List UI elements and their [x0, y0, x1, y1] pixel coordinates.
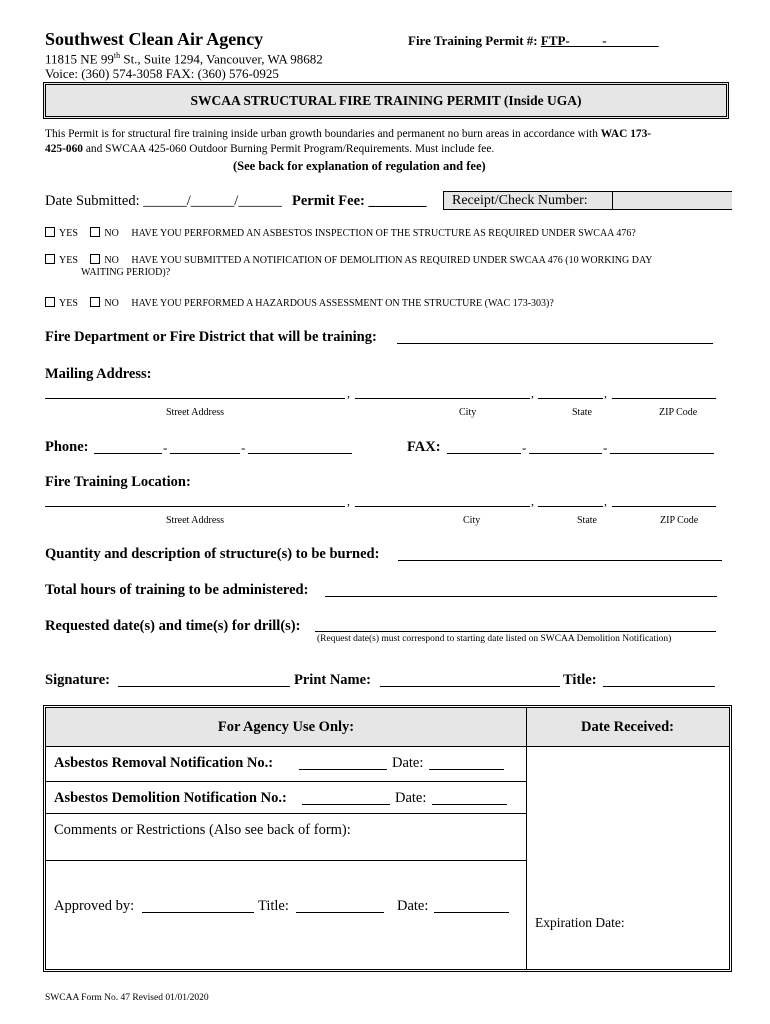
no-checkbox[interactable] [90, 254, 100, 264]
print-name-label: Print Name: [294, 672, 371, 688]
fax-line-input[interactable] [610, 453, 714, 454]
asbestos-demolition-date-input[interactable] [432, 804, 507, 805]
quantity-input[interactable] [398, 560, 722, 561]
mailing-address-label: Mailing Address: [45, 366, 152, 382]
mailing-state-caption: State [572, 407, 592, 418]
question-text: HAVE YOU SUBMITTED A NOTIFICATION OF DEMOLITION AS REQUIRED UNDER SWCAA 476 (10 WORKING DAY [131, 255, 653, 266]
yes-checkbox[interactable] [45, 254, 55, 264]
phone-area-input[interactable] [94, 453, 162, 454]
mailing-zip-input[interactable] [612, 398, 716, 399]
asbestos-demolition-input[interactable] [302, 804, 390, 805]
intro-line-1: This Permit is for structural fire training inside urban growth boundaries and permanent no burn areas in accordance with WAC 173- [45, 128, 652, 140]
receipt-box [443, 191, 732, 210]
location-state-input[interactable] [538, 506, 603, 507]
no-checkbox[interactable] [90, 227, 100, 237]
location-street-input[interactable] [45, 506, 345, 507]
expiration-date-label: Expiration Date: [535, 915, 625, 930]
approved-date-input[interactable] [434, 912, 509, 913]
phone-line-input[interactable] [248, 453, 352, 454]
quantity-label: Quantity and description of structure(s) to be burned: [45, 546, 380, 562]
title-box [43, 82, 729, 119]
title-label: Title: [563, 672, 597, 688]
phone-prefix-input[interactable] [170, 453, 240, 454]
yes-checkbox[interactable] [45, 297, 55, 307]
agency-address [45, 51, 323, 67]
form-title: SWCAA STRUCTURAL FIRE TRAINING PERMIT (Inside UGA) [190, 93, 582, 108]
comments-label: Comments or Restrictions (Also see back of form): [54, 822, 351, 838]
requested-dates-input[interactable] [315, 631, 716, 632]
fire-department-input[interactable] [397, 343, 713, 344]
approved-date-label: Date: [397, 898, 429, 914]
date-received-input[interactable] [527, 747, 729, 897]
hours-label: Total hours of training to be administered: [45, 582, 309, 598]
question-text: HAVE YOU PERFORMED AN ASBESTOS INSPECTION OF THE STRUCTURE AS REQUIRED UNDER SWCAA 476? [131, 228, 636, 239]
mailing-city-caption: City [459, 407, 477, 418]
asbestos-removal-label: Asbestos Removal Notification No.: [54, 755, 274, 771]
question-hazardous-assessment: YES NO HAVE YOU PERFORMED A HAZARDOUS ASSESSMENT ON THE STRUCTURE (WAC 173-303)? [45, 297, 554, 309]
training-location-label: Fire Training Location: [45, 474, 191, 490]
location-zip-caption: ZIP Code [660, 515, 699, 526]
phone-label: Phone: [45, 439, 89, 455]
hours-input[interactable] [325, 596, 717, 597]
mailing-street-input[interactable] [45, 398, 345, 399]
question-text: HAVE YOU PERFORMED A HAZARDOUS ASSESSMENT ON THE STRUCTURE (WAC 173-303)? [131, 298, 554, 309]
address-post: St., Suite 1294, Vancouver, WA 98682 [120, 51, 323, 67]
question-demolition-notification-cont: WAITING PERIOD)? [81, 267, 171, 278]
intro-line-2: 425-060 and SWCAA 425-060 Outdoor Burning Permit Program/Requirements. Must include fee. [45, 143, 495, 155]
signature-label: Signature: [45, 672, 110, 688]
permit-number [408, 33, 659, 49]
fax-prefix-input[interactable] [529, 453, 602, 454]
fire-department-label: Fire Department or Fire District that will be training: [45, 329, 377, 345]
fax-area-input[interactable] [447, 453, 521, 454]
question-asbestos-inspection: YES NO HAVE YOU PERFORMED AN ASBESTOS INSPECTION OF THE STRUCTURE AS REQUIRED UNDER SWCAA 476? [45, 227, 636, 239]
approved-title-input[interactable] [296, 912, 384, 913]
receipt-number-input[interactable] [612, 192, 732, 209]
location-city-input[interactable] [355, 506, 530, 507]
no-checkbox[interactable] [90, 297, 100, 307]
address-pre: 11815 NE 99 [45, 51, 114, 67]
agency-use-header: For Agency Use Only: [217, 719, 355, 735]
signature-input[interactable] [118, 686, 290, 687]
mailing-city-input[interactable] [355, 398, 530, 399]
asbestos-demolition-date-label: Date: [395, 790, 427, 806]
print-name-input[interactable] [380, 686, 560, 687]
agency-contact: Voice: (360) 574-3058 FAX: (360) 576-0925 [45, 66, 279, 81]
location-state-caption: State [577, 515, 597, 526]
mailing-zip-caption: ZIP Code [659, 407, 698, 418]
fax-label: FAX: [407, 439, 441, 455]
mailing-street-caption: Street Address [166, 407, 225, 418]
address-sup: th [113, 51, 121, 60]
agency-name: Southwest Clean Air Agency [45, 29, 264, 49]
asbestos-removal-date-label: Date: [392, 755, 424, 771]
title-input[interactable] [603, 686, 715, 687]
receipt-label: Receipt/Check Number: [452, 193, 588, 208]
mailing-state-input[interactable] [538, 398, 603, 399]
question-demolition-notification: YES NO HAVE YOU SUBMITTED A NOTIFICATION OF DEMOLITION AS REQUIRED UNDER SWCAA 476 (10 WORKING DAY [45, 254, 652, 266]
date-submitted-field[interactable]: Date Submitted: ______/______/______ [45, 193, 282, 209]
asbestos-removal-input[interactable] [299, 769, 387, 770]
agency-use-box [43, 705, 732, 972]
asbestos-removal-date-input[interactable] [429, 769, 504, 770]
form-number-footer: SWCAA Form No. 47 Revised 01/01/2020 [45, 993, 209, 1003]
yes-checkbox[interactable] [45, 227, 55, 237]
see-back-note: (See back for explanation of regulation and fee) [233, 159, 486, 173]
location-city-caption: City [463, 515, 481, 526]
request-note: (Request date(s) must correspond to starting date listed on SWCAA Demolition Notification) [317, 634, 672, 644]
location-zip-input[interactable] [612, 506, 716, 507]
approved-by-label: Approved by: [54, 898, 135, 914]
permit-number-label: Fire Training Permit #: [408, 33, 541, 48]
approved-by-input[interactable] [142, 912, 254, 913]
requested-dates-label: Requested date(s) and time(s) for drill(s): [45, 618, 301, 634]
location-street-caption: Street Address [166, 515, 225, 526]
comments-input[interactable] [46, 840, 526, 860]
permit-number-field[interactable]: FTP-_____-________ [540, 33, 659, 48]
permit-fee-field[interactable]: Permit Fee: ________ [292, 193, 427, 209]
date-received-header: Date Received: [581, 719, 674, 735]
approved-title-label: Title: [258, 898, 289, 914]
asbestos-demolition-label: Asbestos Demolition Notification No.: [54, 790, 287, 806]
